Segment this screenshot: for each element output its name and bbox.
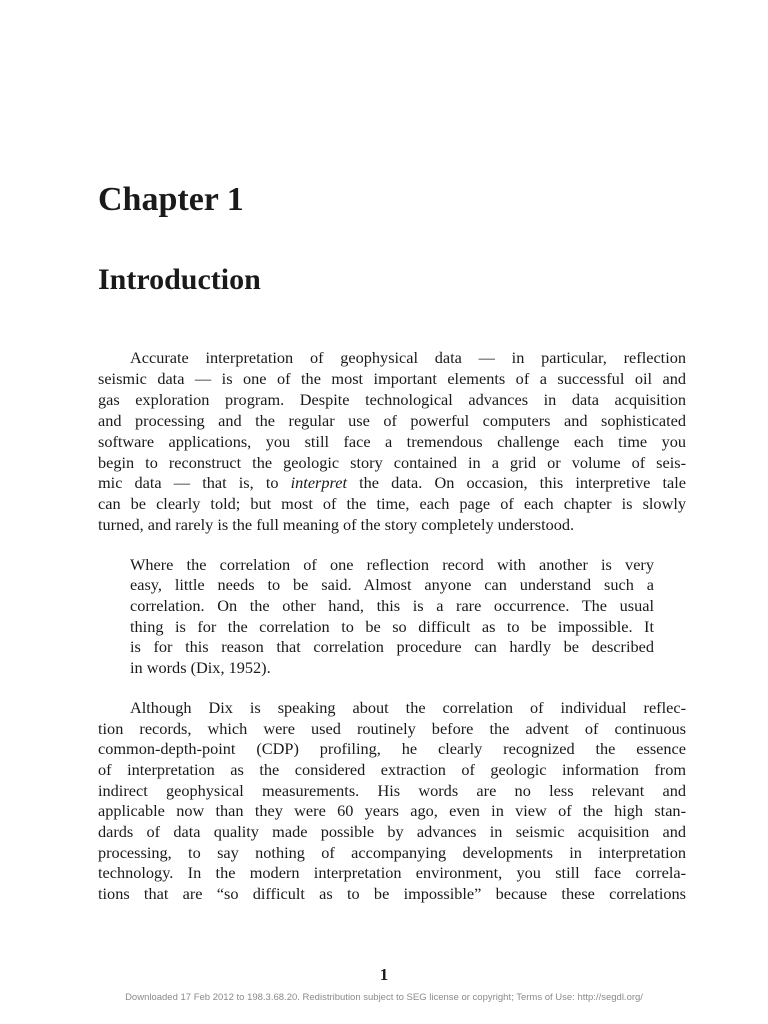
line-text: the data. On occasion, this interpretive tale [347, 473, 686, 492]
paragraph-line: dards of data quality made possible by advances in seismic acquisition and [98, 822, 686, 841]
paragraph-line: indirect geophysical measurements. His words are no less relevant and [98, 781, 686, 800]
paragraph-line [98, 472, 686, 493]
paragraph-line: begin to reconstruct the geologic story contained in a grid or volume of seis- [98, 453, 686, 472]
paragraph-line: tions that are “so difficult as to be impossible” because these correlations [98, 884, 686, 903]
paragraph-line: of interpretation as the considered extraction of geologic information from [98, 760, 686, 779]
paragraph-line: processing, to say nothing of accompanying developments in interpretation [98, 843, 686, 862]
page-number: 1 [379, 965, 389, 984]
paragraph-line: Accurate interpretation of geophysical data — in particular, reflection [130, 348, 686, 367]
paragraph-line: turned, and rarely is the full meaning of the story completely understood. [98, 515, 575, 534]
paragraph-line: Although Dix is speaking about the correlation of individual reflec- [130, 698, 686, 717]
paragraph-line: common-depth-point (CDP) profiling, he clearly recognized the essence [98, 739, 686, 758]
chapter-title: Introduction [98, 263, 261, 296]
paragraph-line: applicable now than they were 60 years ago, even in view of the high stan- [98, 801, 686, 820]
quote-line: correlation. On the other hand, this is a rare occurrence. The usual [130, 596, 654, 615]
download-footer: Downloaded 17 Feb 2012 to 198.3.68.20. Redistribution subject to SEG license or copyright; Terms of Use: http://segdl.org/ [125, 992, 643, 1003]
paragraph-line: can be clearly told; but most of the time, each page of each chapter is slowly [98, 494, 686, 513]
line-text: mic data — that is, to [98, 473, 291, 492]
quote-line: thing is for the correlation to be so difficult as to be impossible. It [130, 617, 654, 636]
quote-line: easy, little needs to be said. Almost anyone can understand such a [130, 575, 654, 594]
quote-line: is for this reason that correlation procedure can hardly be described [130, 637, 654, 656]
paragraph-line: seismic data — is one of the most important elements of a successful oil and [98, 369, 686, 388]
paragraph-line: tion records, which were used routinely before the advent of continuous [98, 719, 686, 738]
emphasis-interpret: interpret [290, 473, 347, 492]
quote-line: in words (Dix, 1952). [130, 658, 271, 677]
paragraph-line: technology. In the modern interpretation environment, you still face correla- [98, 863, 686, 882]
paragraph-line: software applications, you still face a tremendous challenge each time you [98, 432, 686, 451]
paragraph-line: and processing and the regular use of powerful computers and sophisticated [98, 411, 686, 430]
chapter-label: Chapter 1 [98, 181, 244, 218]
quote-line: Where the correlation of one reflection record with another is very [130, 555, 654, 574]
paragraph-line: gas exploration program. Despite technological advances in data acquisition [98, 390, 686, 409]
